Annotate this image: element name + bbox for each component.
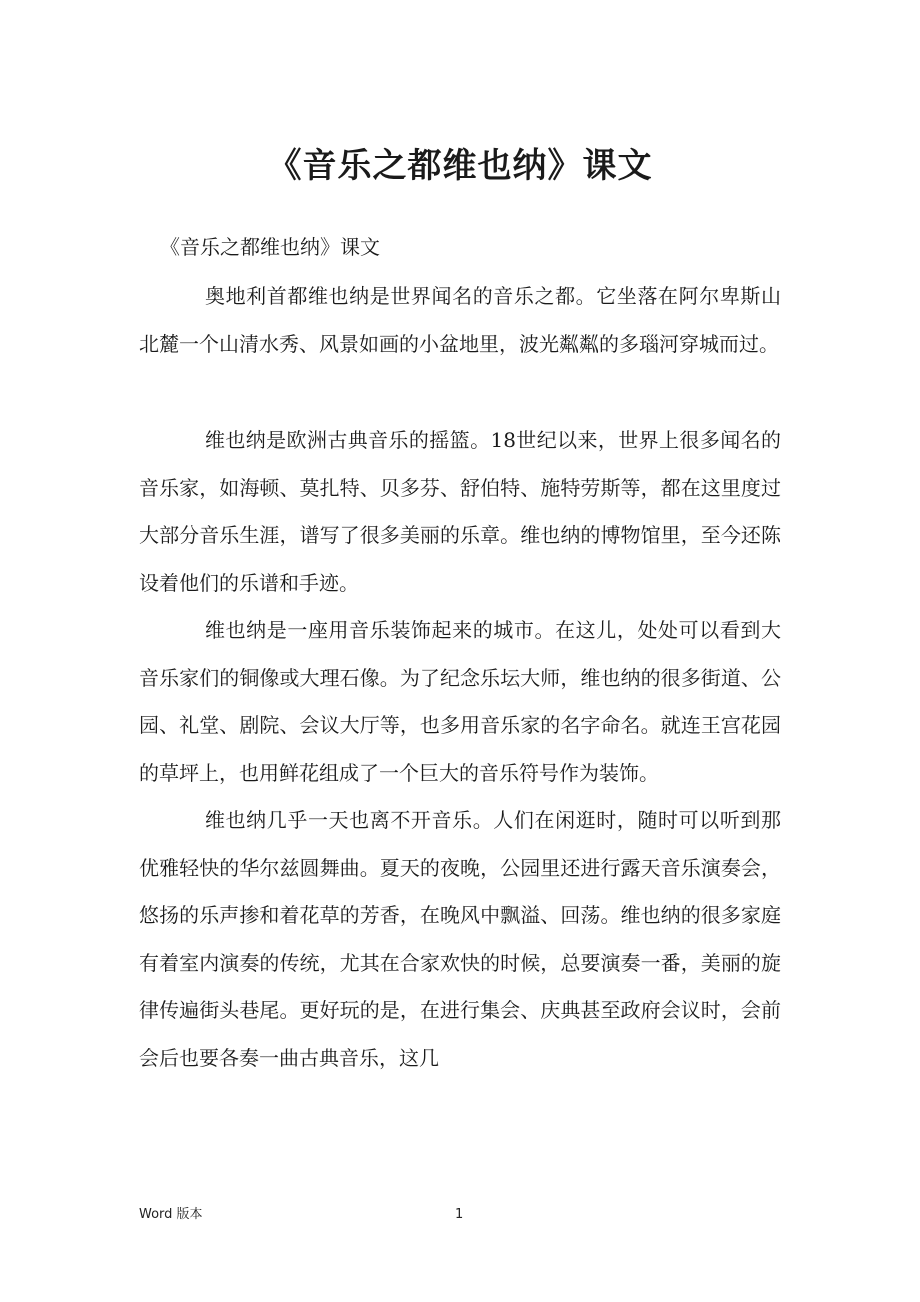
document-subtitle: 《音乐之都维也纳》课文 bbox=[160, 235, 380, 259]
document-body bbox=[139, 273, 781, 1082]
paragraph-3: 维也纳是一座用音乐装饰起来的城市。在这儿，处处可以看到大音乐家们的铜像或大理石像。为了纪念乐坛大师，维也纳的很多街道、公园、礼堂、剧院、会议大厅等，也多用音乐家的名字命名。就连王宫花园的草坪上，也用鲜花组成了一个巨大的音乐符号作为装饰。 bbox=[139, 618, 781, 785]
footer-page-number: 1 bbox=[455, 1207, 464, 1222]
paragraph-4: 维也纳几乎一天也离不开音乐。人们在闲逛时，随时可以听到那优雅轻快的华尔兹圆舞曲。夏天的夜晚，公园里还进行露天音乐演奏会，悠扬的乐声掺和着花草的芳香，在晚风中飘溢、回荡。维也纳的很多家庭有着室内演奏的传统，尤其在合家欢快的时候，总要演奏一番，美丽的旋律传遍街头巷尾。更好玩的是，在进行集会、庆典甚至政府会议时，会前会后也要各奏一曲古典音乐，这几 bbox=[139, 808, 781, 1070]
paragraph-2: 维也纳是欧洲古典音乐的摇篮。18世纪以来，世界上很多闻名的音乐家，如海顿、莫扎特、贝多芬、舒伯特、施特劳斯等，都在这里度过大部分音乐生涯，谱写了很多美丽的乐章。维也纳的博物馆里，至今还陈设着他们的乐谱和手迹。 bbox=[139, 428, 781, 595]
footer-label: Word 版本 bbox=[139, 1207, 203, 1222]
paragraph-1: 奥地利首都维也纳是世界闻名的音乐之都。它坐落在阿尔卑斯山北麓一个山清水秀、风景如画的小盆地里，波光粼粼的多瑙河穿城而过。 bbox=[139, 284, 781, 356]
document-title: 《音乐之都维也纳》课文 bbox=[267, 146, 653, 186]
paragraph-spacer bbox=[139, 368, 781, 417]
